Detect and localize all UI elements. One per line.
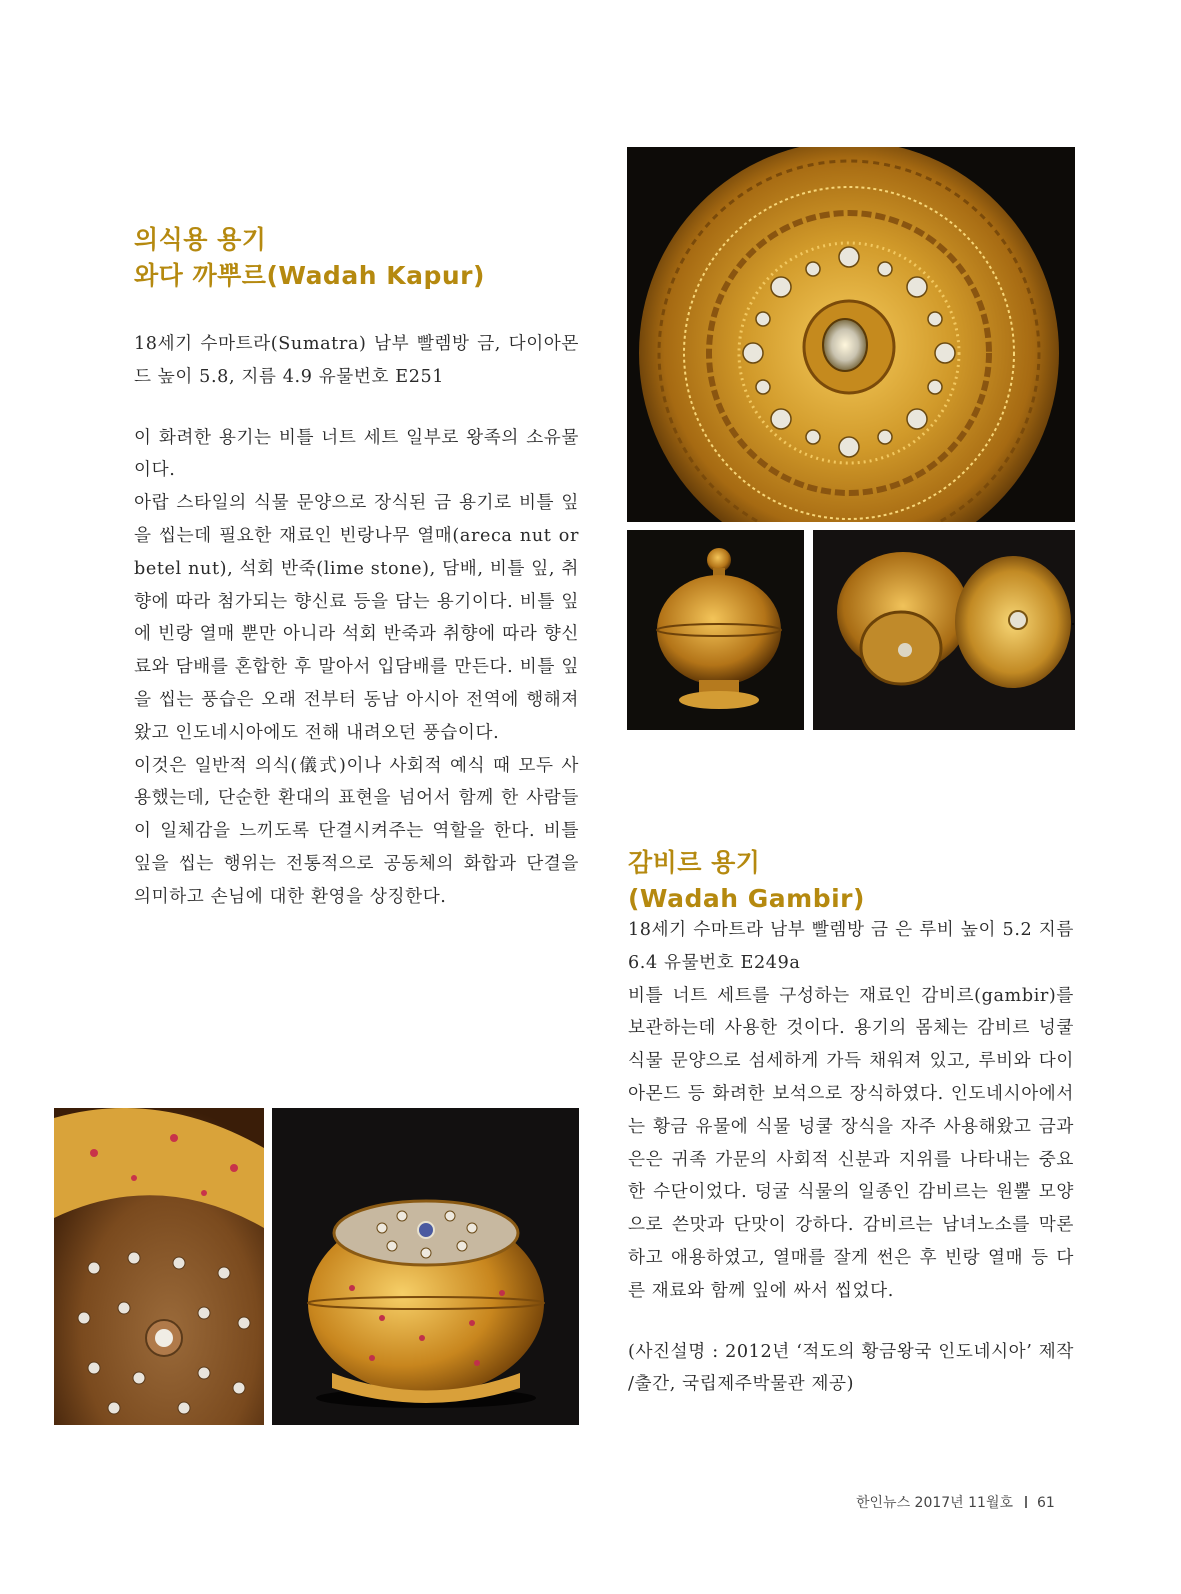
section1-title-name: 와다 까뿌르(Wadah Kapur) [134,261,485,290]
section2-body [628,914,1074,1401]
section2-paragraph: 비틀 너트 세트를 구성하는 재료인 감비르(gambir)를 보관하는데 사용한 것이다. 용기의 몸체는 감비르 넝쿨 식물 문양으로 섬세하게 가득 채워져 있고, 루비와 다이아몬드 등 화려한 보석으로 장식하였다. 인도네시아에서는 황금 유물에 식물 넝쿨 장식을 자주 사용해왔고 금과 은은 귀족 가문의 사회적 신분과 지위를 나타내는 중요한 수단이었다. 덩굴 식물의 일종인 감비르는 원뿔 모양으로 쓴맛과 단맛이 강하다. 감비르는 남녀노소를 막론하고 애용하였고, 열매를 잘게 썬은 후 빈랑 열매 등 다른 재료와 함께 잎에 싸서 씹었다. [628,985,1074,1301]
photo-wadah-gambir-closeup [54,1108,264,1425]
section1-title [134,222,485,294]
photo-wadah-kapur-closed [627,530,804,730]
section1-meta: 18세기 수마트라(Sumatra) 남부 빨렘방 금, 다이아몬드 높이 5.8, 지름 4.9 유물번호 E251 [134,334,579,387]
photo-wadah-kapur-lid-top [627,147,1075,522]
photo-caption: (사진설명 : 2012년 ‘적도의 황금왕국 인도네시아’ 제작 /출간, 국립제주박물관 제공) [628,1341,1074,1395]
footer-separator [1025,1496,1027,1508]
section2-title [628,845,865,917]
photo-wadah-gambir-whole [272,1108,579,1425]
page-footer [856,1492,1055,1512]
section2-meta: 18세기 수마트라 남부 빨렘방 금 은 루비 높이 5.2 지름 6.4 유물번호 E249a [628,920,1074,973]
photo-wadah-kapur-open [813,530,1075,730]
section2-title-name: (Wadah Gambir) [628,884,865,913]
section1-body [134,328,579,914]
section1-paragraph-2: 아랍 스타일의 식물 문양으로 장식된 금 용기로 비틀 잎을 씹는데 필요한 재료인 빈랑나무 열매(areca nut or betel nut), 석회 반죽(lime stone), 담배, 비틀 잎, 취향에 따라 첨가되는 향신료 등을 담는 용기이다. 비틀 잎에 빈랑 열매 뿐만 아니라 석회 반죽과 취향에 따라 향신료와 담배를 혼합한 후 말아서 입담배를 만든다. 비틀 잎을 씹는 풍습은 오래 전부터 동남 아시아 전역에 행해져 왔고 인도네시아에도 전해 내려오던 풍습이다. [134,493,579,743]
publication-name: 한인뉴스 2017년 11월호 [856,1495,1014,1511]
section1-title-korean: 의식용 용기 [134,225,267,254]
page-number: 61 [1037,1495,1055,1511]
section1-paragraph-3: 이것은 일반적 의식(儀式)이나 사회적 예식 때 모두 사용했는데, 단순한 환대의 표현을 넘어서 함께 한 사람들이 일체감을 느끼도록 단결시켜주는 역할을 한다. 비틀잎을 씹는 행위는 전통적으로 공동체의 화합과 단결을 의미하고 손님에 대한 환영을 상징한다. [134,755,579,907]
section1-paragraph-1: 이 화려한 용기는 비틀 너트 세트 일부로 왕족의 소유물이다. [134,427,579,481]
section2-title-korean: 감비르 용기 [628,848,761,877]
